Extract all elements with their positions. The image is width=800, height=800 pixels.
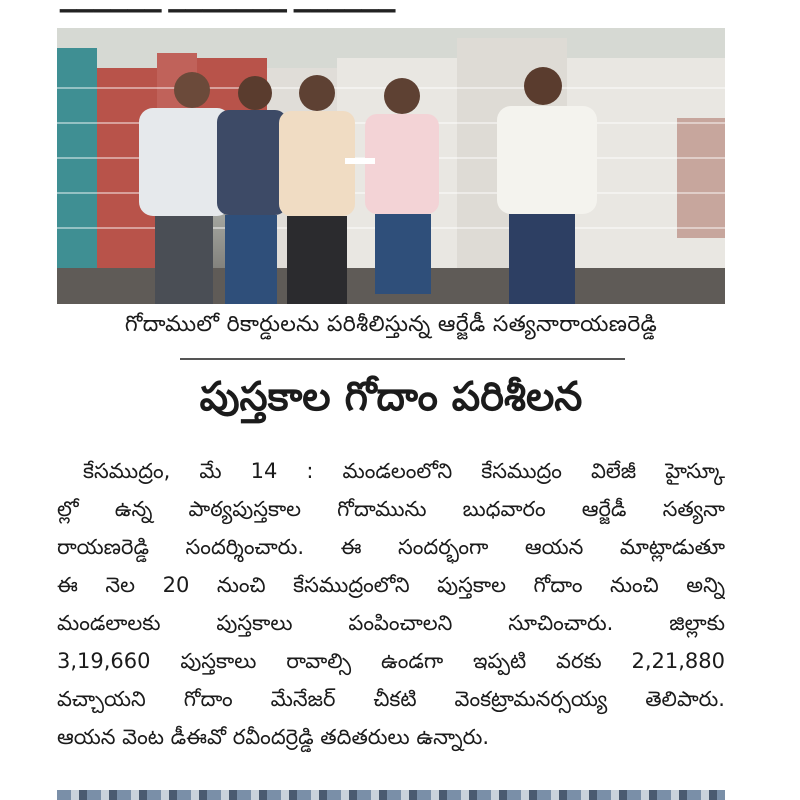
article-line: మండలాలకు పుస్తకాలు పంపించాలని సూచించారు. జిల్లాకు — [57, 611, 725, 635]
article-line: రాయణరెడ్డి సందర్శించారు. ఈ సందర్భంగా ఆయన మాట్లాడుతూ — [57, 535, 725, 559]
photo-caption: గోదాములో రికార్డులను పరిశీలిస్తున్న ఆర్జేడీ సత్యనారాయణరెడ్డి — [124, 312, 658, 337]
article-line: ల్లో ఉన్న పాఠ్యపుస్తకాల గోదామును బుధవారం ఆర్జేడీ సత్యనా — [57, 497, 725, 521]
previous-article-fragment — [0, 0, 800, 22]
photo-people-in-book-godown-icon — [57, 28, 725, 304]
article-line: వచ్చాయని గోదాం మేనేజర్ చీకటి వెంకట్రామనర్సయ్య తెలిపారు. — [57, 687, 725, 711]
article-body — [57, 452, 725, 756]
next-article-fragment — [57, 790, 725, 800]
news-photo — [57, 28, 725, 304]
divider-line — [180, 358, 625, 360]
cropped-text-line: ▁▁▁▁▁▁ ▁▁▁▁▁▁▁ ▁▁▁▁▁▁ — [60, 0, 396, 13]
article-headline: పుస్తకాల గోదాం పరిశీలన — [199, 374, 583, 420]
article-line: 3,19,660 పుస్తకాలు రావాల్సి ఉండగా ఇప్పటి వరకు 2,21,880 — [57, 649, 725, 673]
article-line: ఈ నెల 20 నుంచి కేసముద్రంలోని పుస్తకాల గోదాం నుంచి అన్ని — [57, 573, 725, 597]
article-line: కేసముద్రం, మే 14 : మండలంలోని కేసముద్రం విలేజీ హైస్కూ — [83, 459, 725, 483]
article-line: ఆయన వెంట డీఈవో రవీందర్రెడ్డి తదితరులు ఉన్నారు. — [57, 725, 490, 749]
